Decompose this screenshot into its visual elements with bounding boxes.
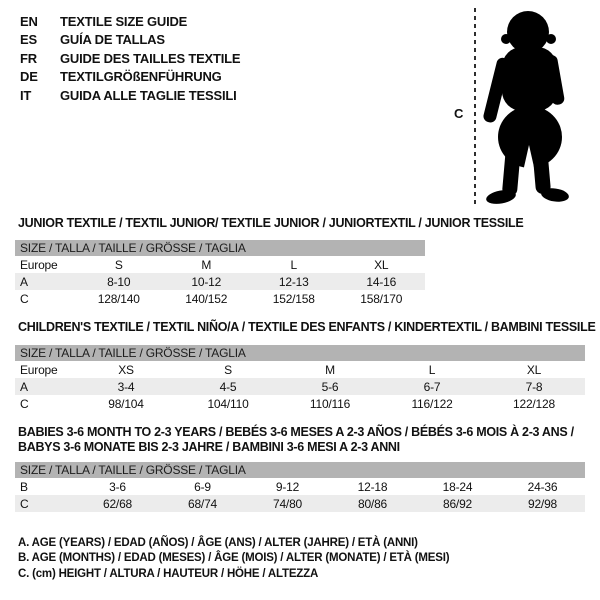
size-header-bar: SIZE / TALLA / TAILLE / GRÖSSE / TAGLIA bbox=[15, 240, 425, 256]
table-cell: 8-10 bbox=[107, 274, 131, 289]
height-label: C bbox=[454, 106, 464, 121]
row-label: C bbox=[20, 496, 29, 511]
table-cell: S bbox=[114, 257, 123, 272]
table-cell: 98/104 bbox=[108, 396, 144, 411]
table-cell: 5-6 bbox=[321, 379, 339, 394]
table-cell: 140/152 bbox=[185, 291, 228, 306]
table-cell: XL bbox=[374, 257, 389, 272]
language-code: EN bbox=[20, 13, 38, 29]
table-cell: L bbox=[290, 257, 297, 272]
guide-title: GUIDE DES TAILLES TEXTILE bbox=[60, 50, 241, 66]
row-label: C bbox=[20, 291, 29, 306]
legend-footnotes bbox=[18, 537, 449, 583]
babies-section-title-line1: BABIES 3-6 MONTH TO 2-3 YEARS / BEBÉS 3-6 MESES A 2-3 AÑOS / BÉBÉS 3-6 MOIS À 2-3 ANS / bbox=[18, 425, 574, 439]
table-cell: 14-16 bbox=[366, 274, 397, 289]
table-cell: M bbox=[201, 257, 212, 272]
children-section-title: CHILDREN'S TEXTILE / TEXTIL NIÑO/A / TEXTILE DES ENFANTS / KINDERTEXTIL / BAMBINI TESSILE bbox=[18, 320, 596, 334]
guide-title: GUÍA DE TALLAS bbox=[60, 32, 165, 48]
language-code: ES bbox=[20, 32, 37, 48]
table-row bbox=[15, 395, 585, 412]
table-row bbox=[15, 495, 585, 512]
table-cell: S bbox=[224, 362, 232, 377]
table-cell: XS bbox=[118, 362, 134, 377]
table-cell: 6-9 bbox=[194, 479, 211, 494]
footnote-age-months: B. AGE (MONTHS) / EDAD (MESES) / ÂGE (MOIS) / ALTER (MONATE) / ETÀ (MESI) bbox=[18, 552, 450, 565]
table-cell: 7-8 bbox=[525, 379, 543, 394]
language-code: IT bbox=[20, 87, 32, 103]
children-size-table bbox=[15, 345, 585, 412]
table-cell: XL bbox=[526, 362, 542, 377]
footnote-age-years: A. AGE (YEARS) / EDAD (AÑOS) / ÂGE (ANS) / ALTER (JAHRE) / ETÀ (ANNI) bbox=[18, 537, 418, 549]
table-cell: 3-4 bbox=[117, 379, 135, 394]
footnote-height-cm: C. (cm) HEIGHT / ALTURA / HAUTEUR / HÖHE / ALTEZZA bbox=[18, 567, 319, 580]
table-cell: 62/68 bbox=[102, 496, 133, 511]
table-body bbox=[15, 361, 585, 412]
baby-silhouette-image bbox=[482, 9, 572, 207]
table-body bbox=[15, 478, 585, 512]
language-code: FR bbox=[20, 50, 37, 66]
table-cell: 3-6 bbox=[109, 479, 126, 494]
size-header-bar: SIZE / TALLA / TAILLE / GRÖSSE / TAGLIA bbox=[15, 345, 585, 361]
table-cell: 110/116 bbox=[309, 396, 351, 411]
table-cell: 122/128 bbox=[513, 396, 555, 411]
row-label: Europe bbox=[20, 362, 58, 377]
row-label: C bbox=[20, 396, 29, 411]
table-row bbox=[15, 290, 425, 307]
table-cell: 74/80 bbox=[272, 496, 303, 511]
guide-title: GUIDA ALLE TAGLIE TESSILI bbox=[60, 87, 237, 103]
language-row bbox=[20, 49, 440, 68]
language-row bbox=[20, 68, 440, 87]
language-row bbox=[20, 86, 440, 105]
row-label: B bbox=[20, 479, 28, 494]
table-row bbox=[15, 378, 585, 395]
junior-section-title: JUNIOR TEXTILE / TEXTIL JUNIOR/ TEXTILE JUNIOR / JUNIORTEXTIL / JUNIOR TESSILE bbox=[18, 216, 524, 230]
table-cell: 6-7 bbox=[423, 379, 441, 394]
table-cell: L bbox=[428, 362, 436, 377]
table-cell: 10-12 bbox=[191, 274, 222, 289]
table-row bbox=[15, 256, 425, 273]
size-header-bar: SIZE / TALLA / TAILLE / GRÖSSE / TAGLIA bbox=[15, 462, 585, 478]
table-cell: 24-36 bbox=[527, 479, 558, 494]
table-cell: 80/86 bbox=[357, 496, 388, 511]
table-row bbox=[15, 273, 425, 290]
height-figure bbox=[440, 0, 600, 215]
language-row bbox=[20, 31, 440, 50]
guide-title: TEXTILGRÖßENFÜHRUNG bbox=[60, 69, 222, 85]
language-title-block bbox=[20, 12, 440, 105]
babies-size-table bbox=[15, 462, 585, 512]
table-cell: 4-5 bbox=[219, 379, 237, 394]
table-cell: 9-12 bbox=[275, 479, 300, 494]
table-cell: 12-13 bbox=[278, 274, 309, 289]
babies-section-title-line2: BABYS 3-6 MONATE BIS 2-3 JAHRE / BAMBINI 3-6 MESI A 2-3 ANNI bbox=[18, 440, 400, 454]
row-label: Europe bbox=[20, 257, 58, 272]
table-cell: 18-24 bbox=[442, 479, 473, 494]
language-code: DE bbox=[20, 69, 38, 85]
table-cell: 104/110 bbox=[207, 396, 249, 411]
language-row bbox=[20, 12, 440, 31]
guide-title: TEXTILE SIZE GUIDE bbox=[60, 13, 188, 29]
table-body bbox=[15, 256, 425, 307]
table-cell: 12-18 bbox=[357, 479, 388, 494]
table-cell: 92/98 bbox=[527, 496, 558, 511]
table-cell: 128/140 bbox=[97, 291, 140, 306]
table-row bbox=[15, 478, 585, 495]
table-cell: 116/122 bbox=[411, 396, 453, 411]
table-cell: 86/92 bbox=[442, 496, 473, 511]
row-label: A bbox=[20, 274, 28, 289]
table-cell: 68/74 bbox=[187, 496, 218, 511]
table-cell: M bbox=[325, 362, 335, 377]
table-cell: 152/158 bbox=[272, 291, 315, 306]
row-label: A bbox=[20, 379, 28, 394]
table-cell: 158/170 bbox=[360, 291, 403, 306]
junior-size-table bbox=[15, 240, 425, 307]
table-row bbox=[15, 361, 585, 378]
height-dashed-line bbox=[474, 8, 476, 206]
